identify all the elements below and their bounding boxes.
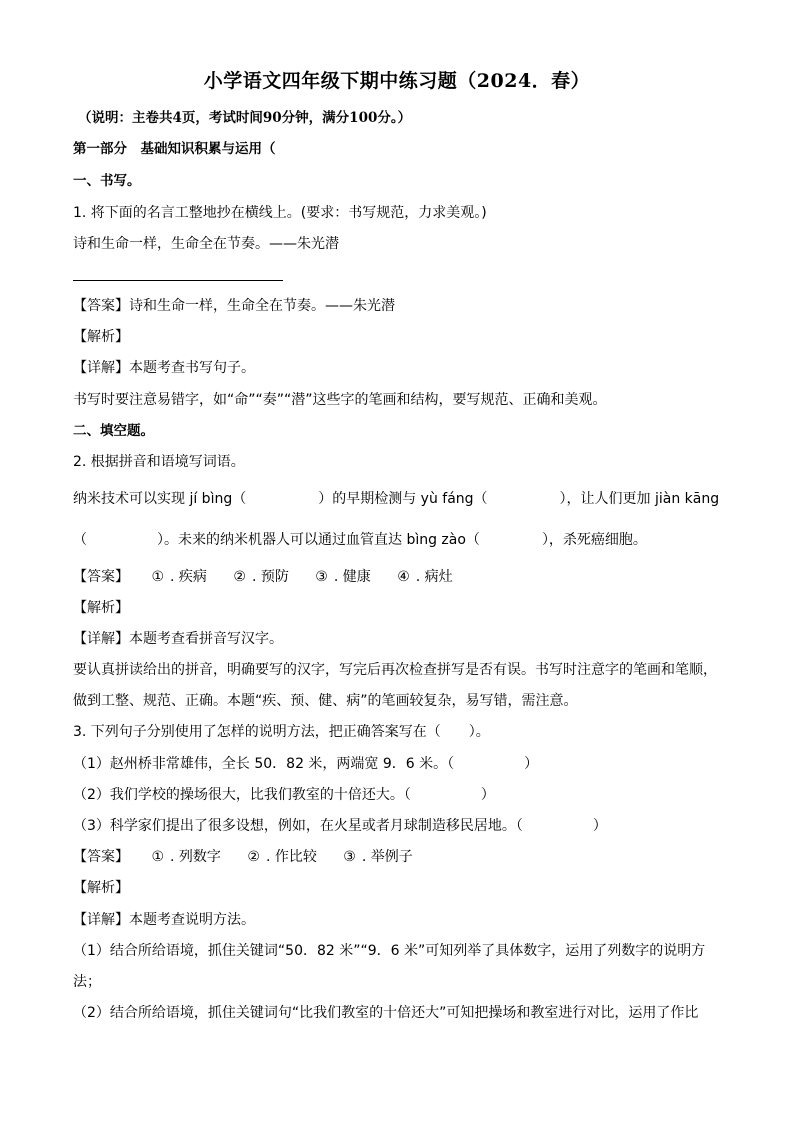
q3-explain-2: （2）结合所给语境，抓住关键词句“比我们教室的十倍还大”可知把操场和教室进行对比，运用了作比 bbox=[73, 1005, 699, 1021]
section2-heading: 二、填空题。 bbox=[73, 423, 154, 439]
q3-detail bbox=[73, 910, 733, 930]
q1-detail bbox=[73, 358, 733, 378]
answer-number: ② bbox=[247, 849, 260, 865]
q3-close: ） bbox=[524, 756, 539, 772]
answer-text: 诗和生命一样，生命全在节奏。——朱光潜 bbox=[129, 298, 395, 314]
q2-explain-2: 做到工整、规范、正确。本题“疾、预、健、病”的笔画较复杂，易写错，需注意。 bbox=[73, 693, 578, 709]
section1-heading: 一、书写。 bbox=[73, 173, 141, 189]
answer-item: . 疾病 bbox=[170, 569, 207, 585]
answer-item: . 举例子 bbox=[361, 849, 413, 865]
q2-text-2c: ），杀死癌细胞。 bbox=[541, 532, 647, 548]
answer-number: ① bbox=[151, 849, 165, 865]
answer-label: 【答案】 bbox=[73, 849, 129, 865]
q2-text-2b: ）。未来的纳米机器人可以通过血管直达 bìng zào（ bbox=[157, 532, 480, 548]
q3-sentence-2 bbox=[73, 785, 733, 805]
q3-s2-text: （2）我们学校的操场很大，比我们教室的十倍还大。（ bbox=[73, 787, 411, 803]
q1-prompt: 1. 将下面的名言工整地抄在横线上。(要求：书写规范，力求美观。) bbox=[73, 205, 487, 221]
answer-number: ① bbox=[151, 569, 165, 585]
detail-label: 【详解】 bbox=[73, 631, 129, 647]
q3-s3-text: （3）科学家们提出了很多设想，例如，在火星或者月球制造移民居地。（ bbox=[73, 818, 523, 834]
detail-label: 【详解】 bbox=[73, 912, 129, 928]
detail-text: 本题考查书写句子。 bbox=[129, 360, 255, 376]
q2-answer bbox=[73, 567, 733, 587]
q2-analysis-label: 【解析】 bbox=[73, 600, 129, 616]
q3-sentence-1 bbox=[73, 754, 733, 774]
q2-text-1b: ）的早期检测与 yù fáng（ bbox=[318, 491, 488, 507]
q3-sentence-3 bbox=[73, 816, 733, 836]
answer-number: ② bbox=[233, 569, 246, 585]
page-title: 小学语文四年级下期中练习题（2024．春） bbox=[203, 70, 591, 92]
detail-label: 【详解】 bbox=[73, 360, 129, 376]
q2-line-2 bbox=[73, 530, 733, 550]
q2-text-2a: （ bbox=[73, 532, 87, 548]
answer-label: 【答案】 bbox=[73, 298, 129, 314]
answer-number: ③ bbox=[343, 849, 356, 865]
q3-answer bbox=[73, 847, 733, 867]
answer-label: 【答案】 bbox=[73, 569, 129, 585]
q2-text-1a: 纳米技术可以实现 jí bìng（ bbox=[73, 491, 247, 507]
q2-text-1c: ），让人们更加 jiàn kāng bbox=[559, 491, 720, 507]
q3-close: ） bbox=[592, 818, 607, 834]
detail-text: 本题考查看拼音写汉字。 bbox=[129, 631, 283, 647]
answer-number: ④ bbox=[397, 569, 410, 585]
q3-explain-1a: （1）结合所给语境，抓住关键词“50．82 米”“9．6 米”可知列举了具体数字，运用了列数字的说明方 bbox=[73, 943, 706, 959]
q1-quote: 诗和生命一样，生命全在节奏。——朱光潜 bbox=[73, 236, 339, 252]
answer-item: . 列数字 bbox=[170, 849, 221, 865]
part1-heading: 第一部分 基础知识积累与运用（ bbox=[73, 141, 276, 157]
q2-prompt: 2. 根据拼音和语境写词语。 bbox=[73, 454, 245, 470]
answer-item: . 健康 bbox=[333, 569, 371, 585]
answer-item: . 预防 bbox=[251, 569, 289, 585]
q2-explain-1: 要认真拼读给出的拼音，明确要写的汉字，写完后再次检查拼写是否有误。书写时注意字的笔画和笔顺， bbox=[73, 662, 717, 678]
q2-line-1 bbox=[73, 489, 733, 509]
answer-item: . 病灶 bbox=[415, 569, 453, 585]
answer-number: ③ bbox=[315, 569, 328, 585]
q3-analysis-label: 【解析】 bbox=[73, 880, 129, 896]
writing-line bbox=[73, 280, 283, 281]
q3-prompt: 3. 下列句子分别使用了怎样的说明方法，把正确答案写在（ ）。 bbox=[73, 724, 490, 740]
q3-explain-1b: 法； bbox=[73, 974, 101, 990]
q3-close: ） bbox=[480, 787, 495, 803]
q1-answer bbox=[73, 296, 733, 316]
q1-explain: 书写时要注意易错字，如“命”“奏”“潜”这些字的笔画和结构，要写规范、正确和美观。 bbox=[73, 392, 607, 408]
answer-item: . 作比较 bbox=[265, 849, 317, 865]
q1-analysis-label: 【解析】 bbox=[73, 329, 129, 345]
q2-detail bbox=[73, 629, 733, 649]
instructions: （说明：主卷共4页，考试时间90分钟，满分100分。） bbox=[78, 110, 412, 126]
q3-s1-text: （1）赵州桥非常雄伟，全长 50．82 米，两端宽 9．6 米。（ bbox=[73, 756, 455, 772]
detail-text: 本题考查说明方法。 bbox=[129, 912, 255, 928]
